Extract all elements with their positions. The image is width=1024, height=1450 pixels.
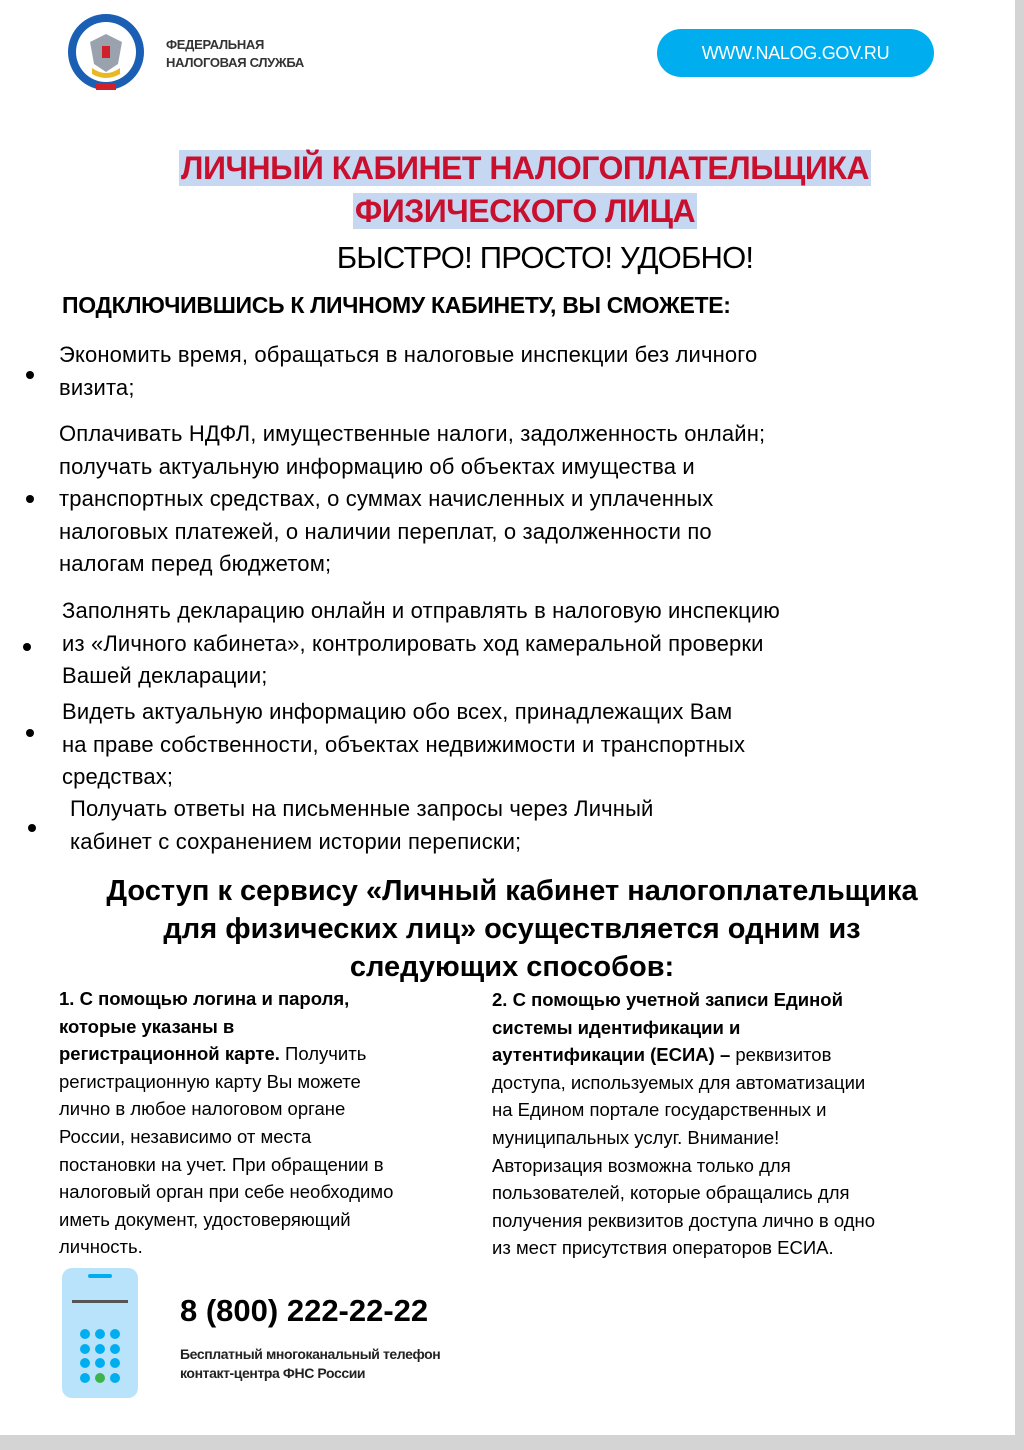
body-text: личность.	[59, 1236, 143, 1258]
slogan: БЫСТРО! ПРОСТО! УДОБНО!	[336, 240, 754, 275]
text-line: Видеть актуальную информацию обо всех, принадлежащих Вам	[62, 699, 733, 724]
text-line	[59, 1123, 393, 1151]
text-line	[59, 1095, 393, 1123]
text-line	[59, 1206, 393, 1234]
text-line: средствах;	[62, 764, 174, 789]
bullet-item	[62, 595, 780, 693]
text-line	[492, 1179, 875, 1207]
body-text: России, независимо от места	[59, 1125, 312, 1147]
text-line: Заполнять декларацию онлайн и отправлять в налоговую инспекцию	[62, 598, 780, 623]
text-line	[59, 1013, 393, 1041]
text-line	[59, 1151, 393, 1179]
body-text: лично в любое налоговом органе	[59, 1098, 346, 1120]
body-text: Авторизация возможна только для	[492, 1154, 791, 1176]
text-line: Вашей декларации;	[62, 663, 268, 688]
text-line	[492, 1207, 875, 1235]
bullet-icon	[23, 643, 31, 651]
bold-text: 2. С помощью учетной записи Единой	[492, 989, 843, 1010]
text-line: кабинет с сохранением истории переписки;	[70, 828, 522, 854]
bullet-item	[62, 696, 745, 794]
bullet-icon	[28, 824, 36, 832]
phone-caption: Бесплатный многоканальный телефон контакт-центра ФНС России	[180, 1346, 441, 1381]
page-title-line1: ЛИЧНЫЙ КАБИНЕТ НАЛОГОПЛАТЕЛЬЩИКА	[181, 150, 869, 186]
text-line: Экономить время, обращаться в налоговые инспекции без личного	[59, 342, 758, 367]
body-text: иметь документ, удостоверяющий	[59, 1208, 351, 1230]
bold-text: регистрационной карте.	[59, 1043, 280, 1065]
bullet-icon	[26, 371, 34, 379]
bold-text: аутентификации (ЕСИА) –	[492, 1044, 731, 1066]
body-text: из мест присутствия операторов ЕСИА.	[492, 1237, 834, 1259]
org-name: ФЕДЕРАЛЬНАЯ НАЛОГОВАЯ СЛУЖБА	[166, 37, 305, 70]
text-line: налоговых платежей, о наличии переплат, о задолженности по	[59, 518, 712, 544]
text-line: на праве собственности, объектах недвижимости и транспортных	[62, 731, 746, 757]
bullet-item	[70, 793, 653, 858]
text-line	[492, 1234, 875, 1262]
text-line: Оплачивать НДФЛ, имущественные налоги, задолженность онлайн;	[59, 421, 766, 446]
body-text: налоговый орган при себе необходимо	[59, 1181, 394, 1203]
text-line	[59, 1178, 393, 1206]
body-text: на Едином портале государственных и	[492, 1099, 827, 1121]
bullet-icon	[26, 729, 34, 737]
body-text: реквизитов	[730, 1044, 832, 1066]
fns-emblem-logo	[66, 12, 146, 92]
body-text: Получить	[279, 1043, 367, 1065]
text-line: налогам перед бюджетом;	[59, 551, 332, 576]
bold-text: 1. С помощью логина и пароля,	[59, 988, 350, 1009]
text-line: Получать ответы на письменные запросы через Личный	[70, 796, 654, 821]
text-line	[59, 1040, 393, 1068]
bold-text: которые указаны в	[59, 1015, 235, 1037]
text-line	[492, 986, 875, 1014]
text-line: визита;	[59, 374, 135, 400]
text-line	[492, 1041, 875, 1069]
phone-icon	[62, 1268, 138, 1398]
text-line	[59, 985, 393, 1013]
page-title-line2: ФИЗИЧЕСКОГО ЛИЦА	[354, 193, 696, 229]
bullet-icon	[26, 495, 34, 503]
body-text: регистрационную карту Вы можете	[59, 1070, 361, 1092]
body-text: муниципальных услуг. Внимание!	[492, 1126, 780, 1148]
body-text: постановки на учет. При обращении в	[59, 1153, 384, 1175]
text-line	[59, 1233, 393, 1261]
method-login-password	[59, 985, 393, 1261]
access-heading	[0, 872, 1024, 986]
body-text: получения реквизитов доступа лично в одно	[492, 1209, 876, 1231]
bold-text: системы идентификации и	[492, 1016, 741, 1038]
bullet-item	[59, 418, 765, 581]
method-esia	[492, 986, 875, 1262]
subtitle: ПОДКЛЮЧИВШИСЬ К ЛИЧНОМУ КАБИНЕТУ, ВЫ СМОЖЕТЕ:	[62, 292, 731, 318]
text-line	[492, 1069, 875, 1097]
text-line: Доступ к сервису «Личный кабинет налогоплательщика	[106, 875, 918, 907]
body-text: доступа, используемых для автоматизации	[492, 1071, 866, 1093]
text-line: из «Личного кабинета», контролировать ход камеральной проверки	[62, 630, 764, 656]
text-line	[492, 1014, 875, 1042]
body-text: пользователей, которые обращались для	[492, 1182, 850, 1204]
text-line: следующих способов:	[349, 951, 675, 983]
text-line: для физических лиц» осуществляется одним из	[163, 913, 861, 945]
text-line: получать актуальную информацию об объектах имущества и	[59, 453, 695, 479]
bullet-item	[59, 339, 757, 404]
phone-number[interactable]: 8 (800) 222-22-22	[180, 1293, 429, 1328]
text-line	[492, 1096, 875, 1124]
text-line	[492, 1124, 875, 1152]
text-line	[492, 1152, 875, 1180]
website-button[interactable]: WWW.NALOG.GOV.RU	[657, 29, 934, 77]
text-line	[59, 1068, 393, 1096]
text-line: транспортных средствах, о суммах начисленных и уплаченных	[59, 486, 714, 511]
